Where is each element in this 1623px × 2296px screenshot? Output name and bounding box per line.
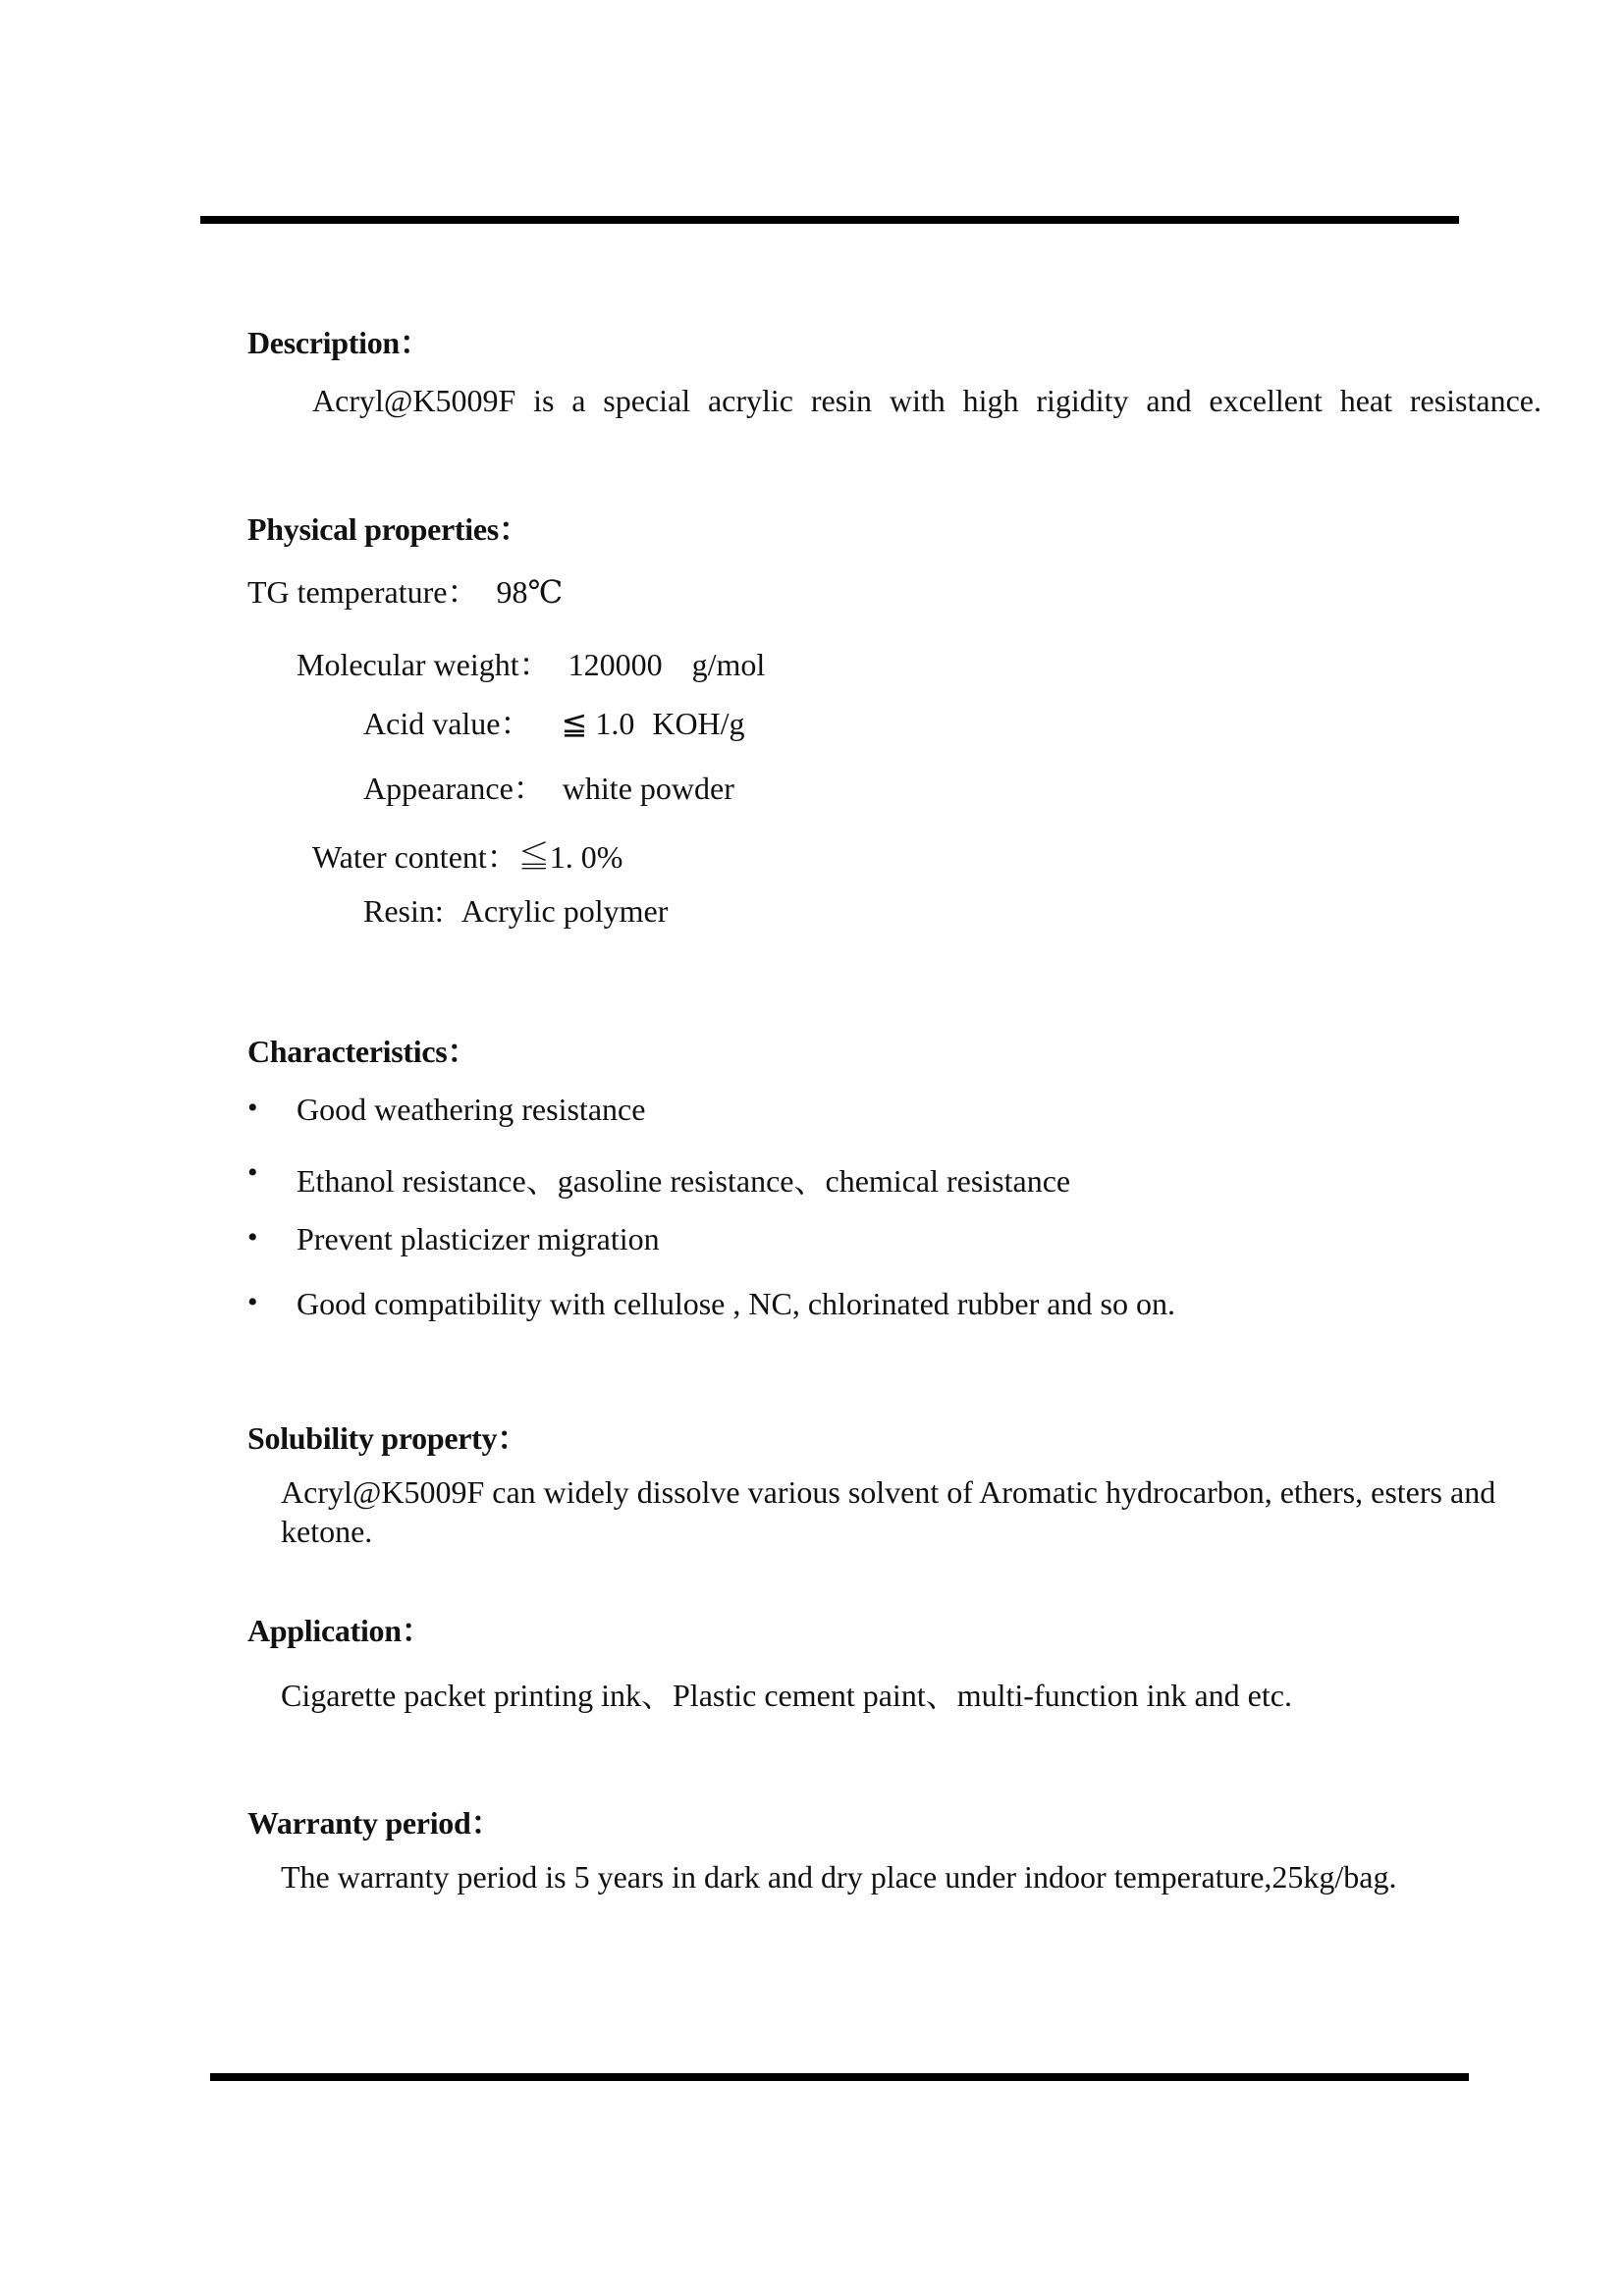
resin-label: Resin:: [363, 893, 444, 929]
water-content-value: ≦1. 0%: [517, 839, 623, 875]
bullet-icon: •: [247, 1156, 258, 1189]
tg-temperature-value: 98℃: [496, 574, 564, 610]
bullet-icon: •: [247, 1221, 258, 1254]
bullet-icon: •: [247, 1092, 258, 1124]
top-divider: [200, 216, 1459, 224]
application-heading: Application：: [247, 1613, 433, 1648]
resin-row: [363, 893, 668, 930]
water-content-label: Water content：: [312, 839, 518, 875]
physical-properties-heading: Physical properties：: [247, 511, 530, 547]
acid-value-label: Acid value：: [363, 706, 532, 741]
warranty-heading: Warranty period：: [247, 1805, 503, 1841]
tg-temperature-row: [247, 567, 563, 613]
molecular-weight-value: 120000: [568, 647, 663, 682]
solubility-text: Acryl@K5009F can widely dissolve various solvent of Aromatic hydrocarbon, ethers, esters and ketone.: [281, 1474, 1496, 1549]
warranty-text: The warranty period is 5 years in dark and dry place under indoor temperature,25kg/bag.: [281, 1859, 1397, 1895]
bullet-icon: •: [247, 1286, 258, 1318]
water-content-row: [312, 832, 622, 878]
list-item: Ethanol resistance、gasoline resistance、chemical resistance: [297, 1163, 1071, 1199]
appearance-value: white powder: [562, 771, 734, 806]
description-heading: Description：: [247, 325, 431, 360]
application-text: Cigarette packet printing ink、Plastic cement paint、multi-function ink and etc.: [281, 1678, 1292, 1713]
description-text: Acryl@K5009F is a special acrylic resin with high rigidity and excellent heat resistance.: [312, 383, 1542, 418]
solubility-heading: Solubility property：: [247, 1420, 528, 1456]
bottom-divider: [210, 2073, 1469, 2081]
list-item: Good weathering resistance: [297, 1092, 646, 1127]
acid-value-value: ≦ 1.0: [561, 706, 635, 741]
molecular-weight-unit: g/mol: [691, 647, 766, 682]
molecular-weight-label: Molecular weight：: [297, 647, 551, 682]
acid-value-unit: KOH/g: [652, 706, 745, 741]
list-item: Good compatibility with cellulose , NC, chlorinated rubber and so on.: [297, 1286, 1175, 1321]
resin-value: Acrylic polymer: [460, 893, 669, 929]
tg-temperature-label: TG temperature：: [247, 574, 479, 610]
list-item: Prevent plasticizer migration: [297, 1221, 660, 1256]
acid-value-row: [363, 699, 745, 744]
appearance-label: Appearance：: [363, 771, 545, 806]
molecular-weight-row: [297, 640, 765, 685]
characteristics-heading: Characteristics：: [247, 1034, 479, 1069]
appearance-row: [363, 764, 734, 809]
